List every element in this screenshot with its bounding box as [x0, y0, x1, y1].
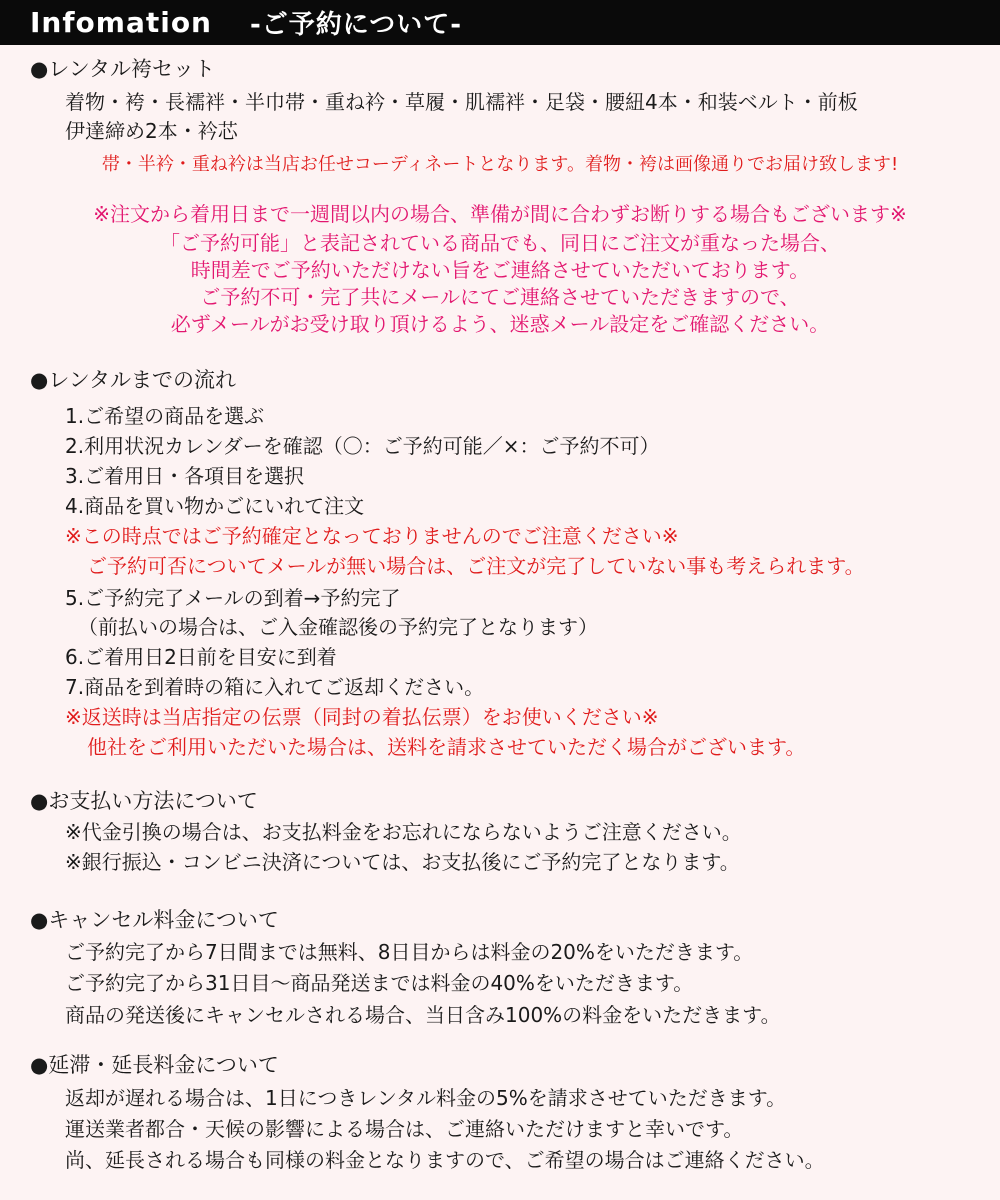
flow-step-2: 2.利用状況カレンダーを確認（〇：ご予約可能／×：ご予約不可） — [65, 434, 660, 458]
warning-line-5: 必ずメールがお受け取り頂けるよう、迷惑メール設定をご確認ください。 — [170, 312, 830, 336]
flow-step-4-note-1: ※この時点ではご予約確定となっておりませんのでご注意ください※ — [65, 524, 679, 548]
page-subtitle: -ご予約について- — [250, 10, 463, 40]
cancel-line-2: ご予約完了から31日目～商品発送までは料金の40%をいただきます。 — [65, 971, 694, 995]
section-heading-flow: ●レンタルまでの流れ — [30, 368, 236, 392]
section-heading-rental-set: ●レンタル袴セット — [30, 57, 215, 81]
flow-step-7: 7.商品を到着時の箱に入れてご返却ください。 — [65, 675, 485, 699]
section-heading-payment: ●お支払い方法について — [30, 789, 258, 813]
warning-line-1: ※注文から着用日まで一週間以内の場合、準備が間に合わずお断りする場合もございます※ — [93, 202, 907, 226]
late-line-1: 返却が遅れる場合は、1日につきレンタル料金の5%を請求させていただきます。 — [65, 1086, 787, 1110]
flow-step-7-note-2: 他社をご利用いただいた場合は、送料を請求させていただく場合がございます。 — [87, 735, 806, 759]
payment-line-2: ※銀行振込・コンビニ決済については、お支払後にご予約完了となります。 — [65, 850, 740, 874]
flow-step-4: 4.商品を買い物かごにいれて注文 — [65, 494, 365, 518]
flow-step-1: 1.ご希望の商品を選ぶ — [65, 404, 265, 428]
section-heading-late: ●延滞・延長料金について — [30, 1053, 279, 1077]
cancel-line-1: ご予約完了から7日間までは無料、8日目からは料金の20%をいただきます。 — [65, 940, 754, 964]
flow-step-7-note-1: ※返送時は当店指定の伝票（同封の着払伝票）をお使いください※ — [65, 705, 659, 729]
flow-step-6: 6.ご着用日2日前を目安に到着 — [65, 645, 337, 669]
flow-step-3: 3.ご着用日・各項目を選択 — [65, 464, 305, 488]
section-heading-cancel: ●キャンセル料金について — [30, 908, 279, 932]
flow-step-5-note: （前払いの場合は、ご入金確認後の予約完了となります） — [78, 615, 598, 639]
set-items-line2: 伊達締め2本・衿芯 — [65, 119, 238, 143]
cancel-line-3: 商品の発送後にキャンセルされる場合、当日含み100%の料金をいただきます。 — [65, 1003, 781, 1027]
warning-line-2: 「ご予約可能」と表記されている商品でも、同日にご注文が重なった場合、 — [160, 231, 840, 255]
page-header — [0, 0, 1000, 45]
payment-line-1: ※代金引換の場合は、お支払料金をお忘れにならないようご注意ください。 — [65, 820, 742, 844]
page-title: Infomation — [30, 6, 212, 39]
late-line-2: 運送業者都合・天候の影響による場合は、ご連絡いただけますと幸いです。 — [65, 1117, 744, 1141]
warning-line-3: 時間差でご予約いただけない旨をご連絡させていただいております。 — [190, 258, 810, 282]
set-items-line1: 着物・袴・長襦袢・半巾帯・重ね衿・草履・肌襦袢・足袋・腰紐4本・和装ベルト・前板 — [65, 90, 858, 114]
set-coordinate-note: 帯・半衿・重ね衿は当店お任せコーディネートとなります。着物・袴は画像通りでお届け致します! — [101, 154, 899, 175]
flow-step-5: 5.ご予約完了メールの到着→予約完了 — [65, 586, 401, 610]
late-line-3: 尚、延長される場合も同様の料金となりますので、ご希望の場合はご連絡ください。 — [65, 1148, 825, 1172]
warning-line-4: ご予約不可・完了共にメールにてご連絡させていただきますので、 — [200, 285, 800, 309]
flow-step-4-note-2: ご予約可否についてメールが無い場合は、ご注文が完了していない事も考えられます。 — [87, 554, 865, 578]
